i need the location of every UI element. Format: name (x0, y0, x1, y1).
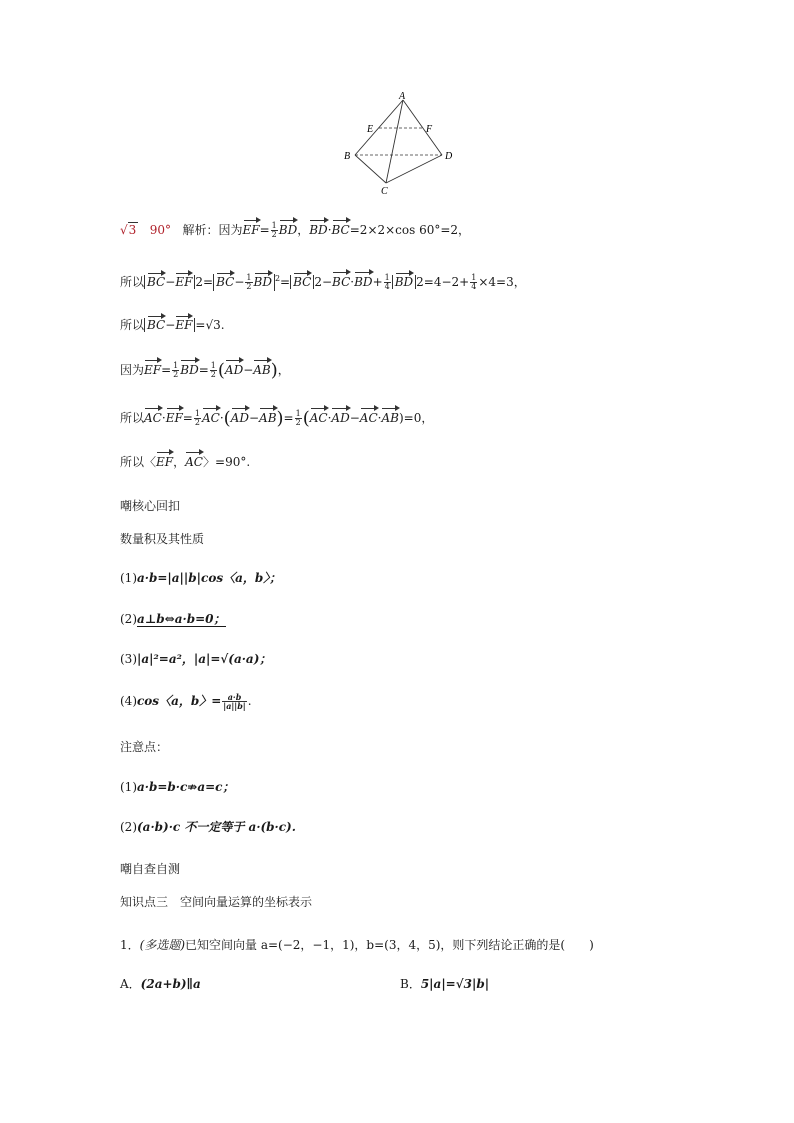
option-a-label: A． (120, 977, 141, 991)
q1-tag: (多选题) (139, 938, 186, 952)
section-title: 知识点三 空间向量运算的坐标表示 (120, 895, 313, 909)
item2-pre: (2) (120, 612, 137, 626)
edge-bc (355, 155, 386, 183)
edge-ad (403, 100, 442, 155)
line5-tail: )=0， (398, 411, 434, 425)
label-c: C (381, 186, 388, 197)
question-1 (120, 937, 594, 953)
line2-eq1: 2= (195, 275, 214, 289)
line1-prefix: 因为 (218, 223, 243, 237)
item4-pre: (4) (120, 694, 137, 708)
core-item-4: (4)cos〈a，b〉= $\frac{a\cdot b}{|a||b|}$ . (120, 692, 252, 711)
line3-tail: =√3. (195, 318, 225, 332)
option-b[interactable] (400, 976, 489, 992)
label-b: B (344, 151, 351, 162)
note1-pre: (1) (120, 780, 137, 794)
line6-tail: =90°. (215, 455, 251, 469)
line4-tail: ， (277, 363, 290, 377)
solution-line-6: 所以〈EF，AC〉=90°. (120, 455, 251, 469)
note1-text: a·b=b·c⇏a=c； (137, 780, 235, 794)
answer-angle: 90° (149, 223, 172, 237)
tetrahedron-figure (335, 90, 465, 200)
line1-tail: =2×2×cos 60°=2， (349, 223, 471, 237)
note2-pre: (2) (120, 820, 137, 834)
note2-text: (a·b)·c 不一定等于 a·(b·c). (137, 820, 296, 834)
core-subheading: 数量积及其性质 (120, 532, 205, 546)
item1-text: a·b=|a||b|cos〈a，b〉； (137, 571, 282, 585)
q1-number: 1． (120, 938, 140, 952)
item2-text: a⊥b⇔a·b=0； (137, 612, 226, 626)
solution-line-2: 所以 BC−EF 2= BC− $\frac{1}{2}$ BD $^2$= BC 2−BC·BD+ $\frac{1}{4}$ BD 2=4−2+ $\frac{1}{4}$ ×4=3， (120, 273, 526, 291)
option-b-text: 5|a|=√3|b| (420, 977, 490, 991)
solution-line-3: 所以 BC−EF =√3. (120, 318, 225, 332)
label-f: F (426, 124, 433, 135)
solution-line-5: 所以AC·EF= $\frac{1}{2}$ AC·(AD−AB)= $\frac{1}{2}$ (AC·AD−AC·AB)=0， (120, 408, 434, 429)
line2-eq3: 2=4−2+ (416, 275, 470, 289)
label-a: A (399, 91, 406, 102)
solution-line-4: 因为EF= $\frac{1}{2}$ BD= $\frac{1}{2}$ (AD−AB)， (120, 360, 290, 381)
label-d: D (445, 151, 453, 162)
line2-tail: ×4=3， (478, 275, 526, 289)
solution-line-1: √3 90° 解析：因为EF= $\frac{1}{2}$ BD，BD·BC=2×2×cos 60°=2， (120, 221, 471, 239)
note-2 (120, 819, 296, 835)
core-item-3 (120, 651, 271, 667)
analysis-label: 解析： (182, 223, 219, 237)
note-heading: 注意点： (120, 740, 169, 754)
note-1 (120, 779, 234, 795)
core-heading: 嘲核心回扣 (120, 499, 181, 513)
edge-ac (386, 100, 403, 183)
label-e: E (367, 124, 374, 135)
line5-prefix: 所以 (120, 411, 145, 425)
item4-text: cos〈a，b〉= (137, 694, 222, 708)
option-a[interactable] (120, 976, 201, 992)
line1-rest: ， (297, 223, 310, 237)
q1-text: 已知空间向量 a=(−2，−1，1)，b=(3，4，5)，则下列结论正确的是( ) (185, 938, 594, 952)
item3-text: |a|²=a²，|a|=√(a·a)； (137, 652, 272, 666)
line2-eq2: 2− (314, 275, 333, 289)
line2-prefix: 所以 (120, 275, 145, 289)
line3-prefix: 所以 (120, 318, 145, 332)
item1-pre: (1) (120, 571, 137, 585)
option-b-label: B． (400, 977, 421, 991)
line4-prefix: 因为 (120, 363, 145, 377)
edge-cd (386, 155, 442, 183)
option-a-text: (2a+b)∥a (140, 977, 201, 991)
answer-sqrt: √3 (120, 223, 137, 237)
item3-pre: (3) (120, 652, 137, 666)
item4-fraction: $\frac{a\cdot b}{|a||b|}$ (223, 692, 246, 711)
edge-ab (355, 100, 403, 155)
core-item-2 (120, 611, 226, 627)
line6-prefix: 所以 (120, 455, 145, 469)
core-item-1 (120, 570, 281, 586)
self-test-heading: 嘲自查自测 (120, 862, 181, 876)
